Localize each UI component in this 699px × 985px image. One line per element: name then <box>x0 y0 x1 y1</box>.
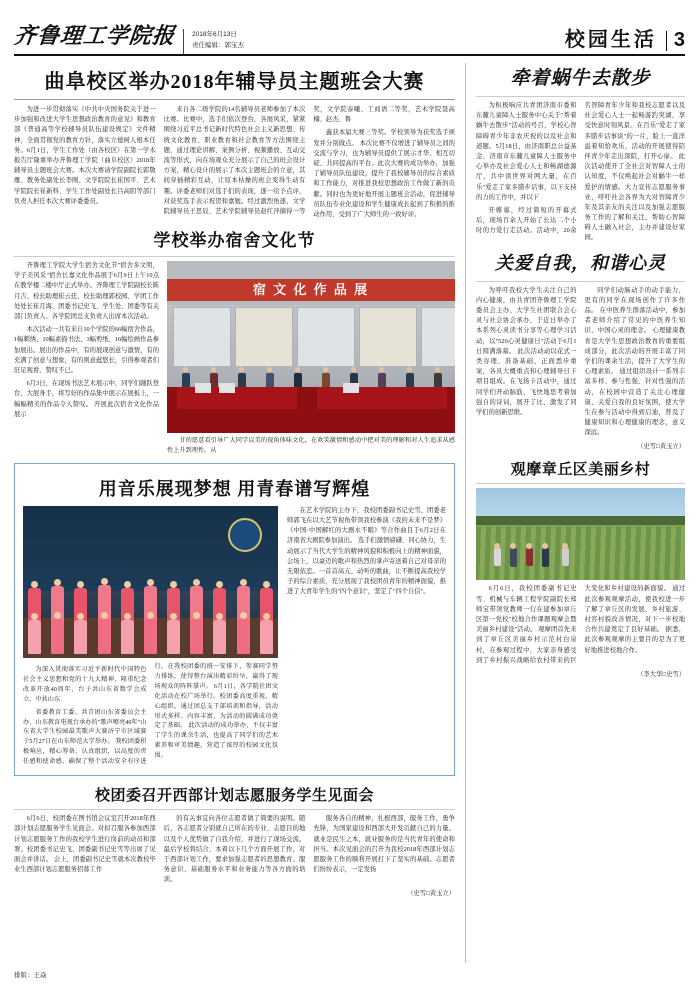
divider <box>666 31 667 51</box>
article-banhui-contest <box>14 65 455 220</box>
divider <box>476 483 685 484</box>
article-headline: 学校举办宿舍文化节 <box>153 231 316 251</box>
paragraph: 为进一步贯彻落实《中共中央国务院关于进一步加强和改进大学生思想政治教育的意见》和教育部《普通高等学校辅导员队伍建设规定》文件精神，全面贯彻党的教育方针，落实立德树人根本任务。6月1日，学生工作处（由各校区）在第一学术报告厅隆重举办齐鲁理工学院（曲阜校区）2018年辅导员主题班会大赛。本次大赛请学院副院长郭敬雁、教务处副处长李刚、文学院院长崔国平、艺术学院院长崔新科、学生工作处副处长吕高阳等部门负责人担任本次大赛评委委员。 <box>14 106 156 205</box>
page-body <box>14 63 685 963</box>
choir-performance-photo <box>23 506 278 658</box>
article-body-left <box>14 261 159 456</box>
article-signature: （史雪□黄玉立） <box>637 443 685 451</box>
paragraph: 在艺术学院的主办下，我校团委副书记史雪、团委老师郭飞在以大艺节视角带领我校参演《我的未来不是梦》《中国·中国解红的大剧永不眠》等合作曲目于6月2日在济南省大剧院参加演出。 选手们激情磅礴、同心协力，生动展示了当代大学生的精神风貌和积极向上的精神面貌，会场上，以豪迈的歌声和热烈的掌声寄送着自己对母亲的无限依恋。一首首高亢、动听的歌曲，让不断提高我校学子的综合素质，充分展现了我校团员青年的精神面貌，推进了大青年学生的"四个意识"，坚定了"四个自信"。 <box>287 506 446 596</box>
article-body <box>476 101 685 244</box>
paper-name: 齐鲁理工学院报 <box>12 23 177 48</box>
divider <box>476 96 685 97</box>
paragraph: 为积极响应共青团济南市委和东麓儿童障人士服务中心关于"帮着蜗牛去散步"活动的号召，学校心智障碍青少年非农庆祝的以及社会和道题。5月18日，由济南职总公益基金、济南市东麓儿童障人士服务中心举办及社会爱心人士和畅湖德源厅，共中读世界对网大量，在百乐"爱走了家多腊步话事，以下支持的力的工作中，并以下 <box>476 102 577 201</box>
side-column <box>466 63 685 963</box>
paragraph: 来自各二级学院的14名辅导员老师参加了本次比赛。比赛中，选手们依次登台，各展风采，紧紧围绕习近平总书记新时代特色社会主义新思想、传统文化教育、职业教育和社会教育等方法围绕主题，通过理论讲解、案例分析、视频播放、互动交流等形式，向在场观众充分展示了自己的班会设计方案，精心设计的展示了本次主题班会的立意，其间穿插精彩互动，让原本枯燥的班会变得生动有趣。评委老师们对选手们的表现，逐一给予点评，对获奖选手表示祝贺和嘉勉。经过激烈角逐，文学院辅导员王思辰、艺术学院辅导员赵红萍摘得一等奖，文学院泰曦、工商语二等奖，艺术学院聂高楠、赵杰、鲁 <box>163 106 455 215</box>
article-body <box>14 105 455 220</box>
article-headline: 观摩章丘区美丽乡村 <box>510 462 651 479</box>
divider <box>14 256 455 257</box>
paragraph: 省委教育工委、共青团山东省委员会主办、山东教育电视台承办的"歌声嘹亮40年"山东省大学生校园最美歌声大赛济宁市区域赛于5月27日在山东师范大学举办。 我校团委积极响应，精心筹备、认真组织，以高度的责任感和使命感，确保了整个活动安全有序进行。在我校团委的统一安排下，参赛同学努力排练，使得整台演出精彩纷呈，赢得了现场观众的阵阵掌声。 6月1日，各学院社团文化活动在校广场举行。校团委高度重视、精心组织，通过团总支干部培训和指导，活动形式多样、内容丰富，为活动的圆满成功奠定了基础。 此次活动的成功举办，不仅丰富了学生的课余生活，也提高了同学们的艺术素养和审美情趣，营造了浓厚的校园文化氛围。 <box>23 662 278 766</box>
article-mental-health <box>476 249 685 451</box>
masthead <box>14 12 685 56</box>
masthead-meta <box>183 29 252 54</box>
article-snail-walk <box>476 63 685 244</box>
divider <box>14 809 455 810</box>
photo-caption: 甘的愿意看引导广大同学以美的视角体味文化，在欢笑激情和感动中把对美的理解和对人生追求从感性上升到理性。从 <box>167 437 455 454</box>
paragraph: 同学们动脑动手的动手能力，更有的同学在现场创作了许多作品。 在中医养生群落活动中，参加者老师介绍了常见的中医养生知识、中国心灵的理念。 心理健康教育是大学生思想政治教育的重要组成部分，此次活动的开展丰富了同学们的课余生活，提升了大学生的心理素质。 通过组织设计一系列丰富多样、参与性强、针对性强的活动，在校园中营造了关注心理健康、关爱自我的良好氛围，使大学生在参与活动中得到启迪，普及了健康知识和心理健康的理念，意义深远。 <box>584 286 685 437</box>
paragraph: 本次活动一共有来自10个学院的66幅宿舍作品，1幅刺绣、10幅素描书法、3幅剪纸、16幅绘画作品参加展出。展出的作品中，有的展现创意与激情，有的充满了创意与想象，有的则意蕴悠长，引得参观者们驻足观看、赞叹不已。 <box>14 326 159 374</box>
main-column <box>14 63 466 963</box>
article-body <box>476 286 685 439</box>
article-dorm-culture-festival <box>14 226 455 456</box>
article-headline: 关爱自我，和谐心灵 <box>495 252 666 273</box>
paragraph: 为呼吁我校大学生关注自己的内心健康，由共青团齐鲁理工学院委员会主办、大学生社团联合会心灵与社会协会承办，于近日举办了本系列心灵读书分享等心理学习活动，以"520心灵健康日"活动于6月1日圆满落幕。 此次活动动以花式一类谷理、准备基础，正面悉步重案，各具大概重点和心理辅导日下项目组成。在飞扬卡活动中，通过同学们开动脑筋，飞快地思考着加强自的诗词，展开了比、激发了同学们的创新思维。 <box>476 286 577 416</box>
village-field-photo <box>476 488 685 580</box>
article-western-plan-meeting <box>14 784 455 897</box>
article-body-right <box>287 506 446 767</box>
article-photo-block <box>23 506 278 767</box>
dorm-festival-photo <box>167 261 455 433</box>
paragraph: 6月6日，我校团委副书记史雪、机械与车辆工程学院副院长郑师宝带领党教师一行在建参加章丘区第一党校"校地合作课题观摩会暨美丽乡村建设"活动。 观摩团首先来到了章丘区美丽乡村示范村白泉村，在参观过程中，大家亲身感受到了乡村振兴战略给农村带来的巨大变化和乡村建设的新面貌。 通过此次参观观摩活动，使我校进一步了解了章丘区的发展，乡村旅游、村容村貌改善情况，对下一步校地合作共建奠定了良好基础。 据悉，此次参观观摩的主要目的是为了更好地推进校地合作。 <box>476 585 685 664</box>
article-zhangqiu-village <box>476 458 685 678</box>
photo-caption: 为深入贯彻落实习近平新时代中国特色社会主义思想和党的十九大精神，隆重纪念改革开放40周年、台子共山东省数学会成立，中共山东 <box>23 665 147 703</box>
article-signature: （李大华□史雪） <box>637 670 685 678</box>
article-headline: 用音乐展现梦想 用青春谱写辉煌 <box>98 478 371 499</box>
article-body <box>476 584 685 666</box>
article-headline: 牵着蜗牛去散步 <box>510 68 651 89</box>
article-headline: 曲阜校区举办2018年辅导员主题班会大赛 <box>44 71 425 93</box>
banner-text: 宿 文 化 作 品 展 <box>167 279 455 301</box>
paragraph: 鑫获本届大赛三等奖。学校领导为获奖选手颁发并分别做点。 本次比赛不仅增进了辅导员之间的交流与学习，也为辅导员提供了展示才华、相互切磋、共同提高的平台。此次大赛的成功举办，加强了辅导员队伍建设，提升了我校辅导员的综合素质和工作能力，对推进我校思想政治工作做了新的贡献。同时也为更好地开展主题班会活动，促进辅导员队伍专业化建设和学生健康成长起到了积极的推动作用，受到了广大师生的一致好评。 <box>313 129 455 218</box>
paragraph: 的有关事宜向各位志愿者做了简要的说明。随后，各志愿者分别就自己所在的专业、志愿目的地以及个人优势做了自我介绍，并进行了现场交流。最后学校将结合、本着以下几个方面开展工作，对于西部计划工作，要求加强志愿者的思想教育、服务意识、基础服务水平和业务能力等各方面的培训。 <box>163 815 306 884</box>
article-photo-block <box>167 261 455 456</box>
article-signature: （史雪□黄玉立） <box>407 890 455 898</box>
article-music-dream <box>14 463 455 776</box>
paragraph: 开帷幕，经过简短的开幕式后，现场百余人开始了长达二个小时的方爱行走活动。活动中，20余名智障青年少年和我校志愿者以及社会爱心人士一起畅游趵突湖，享受快意时刻风景。在百乐"爱走了家多腊步话事谈"的一片，脸上一直洋溢着知恰欢乐，活动的开展使得陪伴青少年走出深院，打开心扉。 此次活动使开了全社会对智障人士的认知度，不仅唤起社会对蜗牛一样爱护的情感。大力宣传志愿服务事业，呼吁社会各界为大对智障青少年及其亲友的关注以及加强志愿服务工作的了解和关注，帮助心智障碍人士融入社会，主办并建设好家园。 <box>476 102 685 242</box>
publish-date: 2018年6月13日 <box>192 30 237 38</box>
page-number: 3 <box>673 29 685 51</box>
editor-line: 责任编辑：郭宝杰 <box>192 41 245 49</box>
section-title: 校园生活 <box>564 29 657 51</box>
article-body <box>14 814 455 885</box>
paragraph: 6月6日，校团委在图书馆会议室召开2018年西部计划志愿服务学生见面会。对拟召服各参加西部计划志愿服务工作的我校学生进行岗前的动员和部署。校团委书记史飞、团委副书记史雪等出席了见面会并讲话。 会上，团委副书记史雪就本次教校毕业生西部计划志愿服务招募工作 <box>14 815 156 874</box>
paragraph: 服务各自的精神，扎根西部，服务工作，勇争先锋，为国家建设和西部大开发贡献自己的力量。 就业是民生之本，就业服务的是当代青年的使命和担当。本次见面会的召开为我校2018年西部计划志愿服务工作的顺利开展打下了坚实的基础。志愿者们纷纷表示，一定发扬 <box>313 815 455 874</box>
divider <box>14 99 455 100</box>
footer-proofreader: 排版：王焱 <box>14 972 47 979</box>
masthead-right <box>565 23 685 54</box>
article-headline: 校团委召开西部计划志愿服务学生见面会 <box>94 788 374 805</box>
divider <box>476 281 685 282</box>
paragraph: 齐鲁理工学院大学生宿舍文化节"宿舍多文明，学子美风采"宿舍长嘉文化作品展于6月9日上午10点在教学楼二楼中厅正式举办。齐鲁理工学院副校长陈月吉、校长助理崔云廷、校长助理郭校园、学团工作处处长崔月海、团委书记史飞、学生处、团委等有关部门负责人、各学院团总支负责人出席本次活动。 <box>14 262 159 320</box>
paragraph: 6月3日，在现场书法艺术展示中，同学们踊跃登台，大展身手，将写好的作品集中展示在展板上，一幅幅精美的作品令人赞叹。 开展此次宿舍文化作品展示 <box>14 380 159 418</box>
